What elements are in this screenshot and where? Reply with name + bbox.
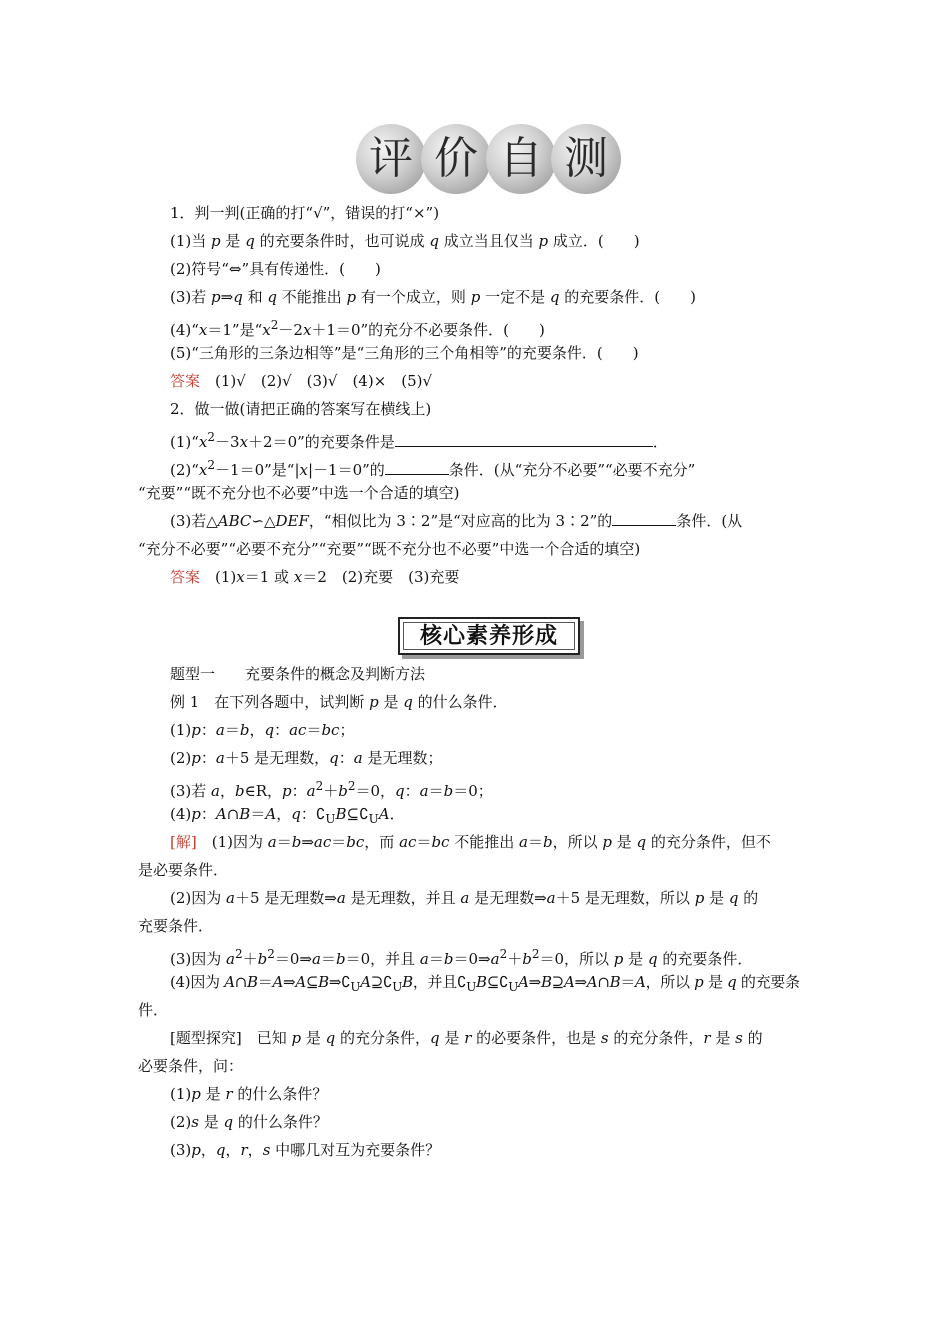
- s1-question-5: (5)“三角形的三条边相等”是“三角形的三个角相等”的充要条件．( ): [170, 344, 639, 362]
- s2-question-3-cont: “充分不必要”“必要不充分”“充要”“既不充分也不必要”中选一个合适的填空): [138, 540, 641, 558]
- banner-char: 价: [434, 133, 478, 184]
- self-test-banner: [356, 122, 622, 196]
- core-literacy-banner: [398, 617, 580, 655]
- answer-blank[interactable]: [385, 460, 449, 475]
- explore-question-3: (3)p，q，r，s 中哪几对互为充要条件？: [170, 1141, 441, 1159]
- type-explore-cont: 必要条件，问：: [138, 1057, 244, 1075]
- banner-char: 自: [499, 133, 543, 184]
- example-1: 例 1 在下列各题中，试判断 p 是 q 的什么条件．: [170, 693, 508, 711]
- s2-question-2: $(2)“x^2-1=0$”是“|x|－1＝0”的 条件．(从“充分不必要”“必要不充分”: [170, 458, 696, 479]
- solution-2-cont: 充要条件．: [138, 917, 214, 935]
- s2-question-2-cont: “充要”“既不充分也不必要”中选一个合适的填空): [138, 484, 460, 502]
- s2-question-3: (3)若△ABC∽△DEF，“相似比为 3∶2”是“对应高的比为 3∶2”的 条件．(从: [170, 512, 743, 530]
- explore-question-1: (1)p 是 r 的什么条件？: [170, 1085, 328, 1103]
- type-title: 题型一 充要条件的概念及判断方法: [170, 665, 426, 683]
- answer-blank[interactable]: [395, 432, 653, 447]
- s1-answer: 答案 (1)√ (2)√ (3)√ (4)× (5)√: [170, 372, 433, 390]
- s1-question-1: (1)当 p 是 q 的充要条件时，也可说成 q 成立当且仅当 p 成立．( ): [170, 232, 640, 250]
- core-literacy-title: 核心素养形成: [403, 622, 575, 650]
- s1-question-3: (3)若 p⇒q 和 q 不能推出 p 有一个成立，则 p 一定不是 q 的充要条件．( ): [170, 288, 696, 306]
- solution-1-cont: 是必要条件．: [138, 861, 229, 879]
- type-explore: [题型探究] 已知 p 是 q 的充分条件，q 是 r 的必要条件，也是 s 的充分条件，r 是 s 的: [170, 1029, 763, 1047]
- solution-2: (2)因为 a＋5 是无理数⇒a 是无理数，并且 a 是无理数⇒a＋5 是无理数，所以 p 是 q 的: [170, 889, 759, 907]
- example-1-part-3: (3)若 a，b∈R，p：$a^2+b^2=0$，q：a＝b＝0；: [170, 779, 493, 800]
- solution-1: [解] (1)因为 a＝b⇒ac＝bc，而 ac＝bc 不能推出 a＝b，所以 p 是 q 的充分条件，但不: [170, 833, 771, 851]
- s1-question-2: (2)符号“⇔”具有传递性．( ): [170, 260, 381, 278]
- s2-question-1: $(1)“x^2-3x+2=0$”的充要条件是 ．: [170, 430, 668, 451]
- solution-4-cont: 件．: [138, 1001, 169, 1019]
- explore-question-2: (2)s 是 q 的什么条件？: [170, 1113, 328, 1131]
- answer-label: 答案: [170, 568, 201, 586]
- example-1-part-4: (4)p：A∩B＝A，q：$∁_UB⊆∁_UA$．: [170, 805, 405, 826]
- answer-blank[interactable]: [612, 511, 676, 526]
- banner-char: 测: [564, 133, 608, 184]
- solution-label: [解]: [170, 833, 197, 851]
- solution-3: (3)因为 $a^2+b^2=0\Rightarrow a=b=0$，并且 $a=b=0\Rightarrow a^2+b^2=0$，所以 p 是 q 的充要条件．: [170, 947, 753, 968]
- example-1-part-1: (1)p：a＝b，q：ac＝bc；: [170, 721, 355, 739]
- s1-question-4: (4)“x＝1”是“$x^2-2x+1=0$”的充分不必要条件．( ): [170, 318, 545, 339]
- section1-title: 1．判一判(正确的打“√”，错误的打“×”): [170, 204, 440, 222]
- section2-title: 2．做一做(请把正确的答案写在横线上): [170, 400, 432, 418]
- example-1-part-2: (2)p：a＋5 是无理数，q：a 是无理数；: [170, 749, 443, 767]
- answer-label: 答案: [170, 372, 201, 390]
- s2-answer: 答案 (1)x＝1 或 x＝2 (2)充要 (3)充要: [170, 568, 460, 586]
- solution-4: (4)因为 $A\cap B=A\Rightarrow A⊆B\Rightarrow∁_UA⊇∁_UB$，并且$∁_UB⊆∁_UA\Rightarrow B⊇A\Rightarrow A\cap B=A$，所以 p 是 q 的充要条: [170, 973, 800, 994]
- banner-char: 评: [369, 133, 413, 184]
